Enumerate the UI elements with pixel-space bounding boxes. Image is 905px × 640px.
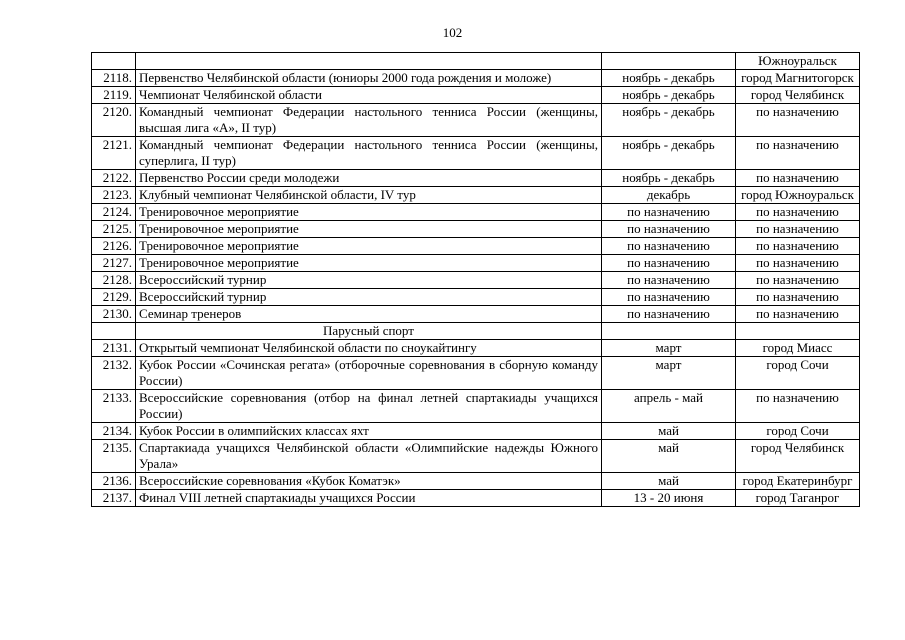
event-number: 2129. xyxy=(92,289,136,306)
event-schedule-table xyxy=(91,52,860,507)
event-place: город Сочи xyxy=(736,423,860,440)
event-number: 2131. xyxy=(92,340,136,357)
table-row xyxy=(92,204,860,221)
table-row xyxy=(92,423,860,440)
event-number: 2137. xyxy=(92,490,136,507)
event-name: Семинар тренеров xyxy=(136,306,602,323)
event-name: Всероссийский турнир xyxy=(136,272,602,289)
event-date: ноябрь - декабрь xyxy=(602,104,736,137)
event-place: город Южноуральск xyxy=(736,187,860,204)
event-date: май xyxy=(602,423,736,440)
table-row xyxy=(92,238,860,255)
event-name: Клубный чемпионат Челябинской области, IV тур xyxy=(136,187,602,204)
event-name: Тренировочное мероприятие xyxy=(136,255,602,272)
event-date: май xyxy=(602,473,736,490)
table-body-before xyxy=(92,53,860,323)
event-date xyxy=(602,53,736,70)
event-place: Южноуральск xyxy=(736,53,860,70)
event-date: по назначению xyxy=(602,272,736,289)
section-number-cell xyxy=(92,323,136,340)
event-name: Первенство России среди молодежи xyxy=(136,170,602,187)
event-number: 2120. xyxy=(92,104,136,137)
event-name: Кубок России в олимпийских классах яхт xyxy=(136,423,602,440)
table-row xyxy=(92,272,860,289)
event-place: город Таганрог xyxy=(736,490,860,507)
event-name: Первенство Челябинской области (юниоры 2000 года рождения и моложе) xyxy=(136,70,602,87)
event-name: Всероссийские соревнования «Кубок Коматэк» xyxy=(136,473,602,490)
event-number: 2135. xyxy=(92,440,136,473)
event-name: Кубок России «Сочинская регата» (отборочные соревнования в сборную команду России) xyxy=(136,357,602,390)
event-date: по назначению xyxy=(602,204,736,221)
section-place-cell xyxy=(736,323,860,340)
section-title: Парусный спорт xyxy=(136,323,602,340)
event-number: 2125. xyxy=(92,221,136,238)
event-place: по назначению xyxy=(736,221,860,238)
table-row xyxy=(92,170,860,187)
event-place: по назначению xyxy=(736,289,860,306)
table-row xyxy=(92,137,860,170)
event-date: 13 - 20 июня xyxy=(602,490,736,507)
table-row xyxy=(92,255,860,272)
event-place: город Сочи xyxy=(736,357,860,390)
event-date: ноябрь - декабрь xyxy=(602,170,736,187)
event-place: по назначению xyxy=(736,390,860,423)
event-place: по назначению xyxy=(736,306,860,323)
event-date: май xyxy=(602,440,736,473)
event-date: по назначению xyxy=(602,306,736,323)
event-place: город Миасс xyxy=(736,340,860,357)
event-name: Тренировочное мероприятие xyxy=(136,221,602,238)
table-row xyxy=(92,340,860,357)
event-number: 2123. xyxy=(92,187,136,204)
event-name: Тренировочное мероприятие xyxy=(136,238,602,255)
event-date: по назначению xyxy=(602,255,736,272)
event-place: по назначению xyxy=(736,272,860,289)
table-row xyxy=(92,490,860,507)
event-name: Командный чемпионат Федерации настольного тенниса России (женщины, суперлига, II тур) xyxy=(136,137,602,170)
event-date: март xyxy=(602,340,736,357)
event-date: ноябрь - декабрь xyxy=(602,70,736,87)
table-row xyxy=(92,357,860,390)
event-place: по назначению xyxy=(736,238,860,255)
table-row xyxy=(92,87,860,104)
event-number: 2126. xyxy=(92,238,136,255)
event-number: 2121. xyxy=(92,137,136,170)
event-date: ноябрь - декабрь xyxy=(602,87,736,104)
table-row xyxy=(92,440,860,473)
event-number: 2134. xyxy=(92,423,136,440)
table-row xyxy=(92,70,860,87)
event-name: Финал VIII летней спартакиады учащихся России xyxy=(136,490,602,507)
event-name xyxy=(136,53,602,70)
event-number: 2127. xyxy=(92,255,136,272)
table-row xyxy=(92,306,860,323)
event-name: Чемпионат Челябинской области xyxy=(136,87,602,104)
event-date: по назначению xyxy=(602,289,736,306)
event-date: по назначению xyxy=(602,221,736,238)
event-place: город Челябинск xyxy=(736,87,860,104)
event-place: город Челябинск xyxy=(736,440,860,473)
event-place: город Магнитогорск xyxy=(736,70,860,87)
event-place: по назначению xyxy=(736,170,860,187)
event-place: по назначению xyxy=(736,255,860,272)
event-date: декабрь xyxy=(602,187,736,204)
event-name: Тренировочное мероприятие xyxy=(136,204,602,221)
event-number: 2136. xyxy=(92,473,136,490)
event-number: 2119. xyxy=(92,87,136,104)
event-place: по назначению xyxy=(736,137,860,170)
event-number: 2132. xyxy=(92,357,136,390)
table-row xyxy=(92,289,860,306)
event-number xyxy=(92,53,136,70)
table-row xyxy=(92,104,860,137)
event-date: ноябрь - декабрь xyxy=(602,137,736,170)
table-row xyxy=(92,53,860,70)
event-number: 2118. xyxy=(92,70,136,87)
event-date: по назначению xyxy=(602,238,736,255)
event-number: 2124. xyxy=(92,204,136,221)
event-place: по назначению xyxy=(736,204,860,221)
section-body xyxy=(92,323,860,340)
event-place: по назначению xyxy=(736,104,860,137)
event-place: город Екатеринбург xyxy=(736,473,860,490)
table-row xyxy=(92,390,860,423)
event-name: Открытый чемпионат Челябинской области по сноукайтингу xyxy=(136,340,602,357)
event-name: Всероссийские соревнования (отбор на финал летней спартакиады учащихся России) xyxy=(136,390,602,423)
event-date: апрель - май xyxy=(602,390,736,423)
table-body-after xyxy=(92,340,860,507)
event-number: 2130. xyxy=(92,306,136,323)
event-date: март xyxy=(602,357,736,390)
event-number: 2133. xyxy=(92,390,136,423)
table-row xyxy=(92,187,860,204)
section-row xyxy=(92,323,860,340)
page-number: 102 xyxy=(442,25,463,40)
event-name: Всероссийский турнир xyxy=(136,289,602,306)
event-number: 2122. xyxy=(92,170,136,187)
section-date-cell xyxy=(602,323,736,340)
event-name: Спартакиада учащихся Челябинской области «Олимпийские надежды Южного Урала» xyxy=(136,440,602,473)
event-number: 2128. xyxy=(92,272,136,289)
table-row xyxy=(92,473,860,490)
event-name: Командный чемпионат Федерации настольного тенниса России (женщины, высшая лига «А», II тур) xyxy=(136,104,602,137)
table-row xyxy=(92,221,860,238)
